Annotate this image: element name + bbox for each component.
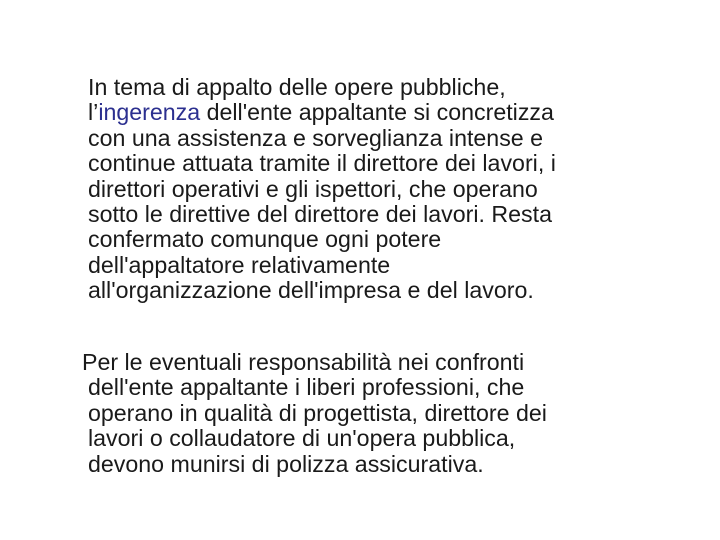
text-line: devono munirsi di polizza assicurativa. <box>88 450 484 477</box>
text-fragment: dell'ente appaltante si concretizza <box>200 99 554 126</box>
paragraph-responsabilita-professionisti <box>82 350 547 477</box>
text-line: dell'ente appaltante i liberi professioni, che <box>88 374 525 401</box>
text-line: sotto le direttive del direttore dei lavori. Resta <box>88 200 552 227</box>
paragraph-appalto-opere-pubbliche <box>88 75 556 304</box>
text-line: confermato comunque ogni potere <box>88 226 442 253</box>
text-line: lavori o collaudatore di un'opera pubblica, <box>88 425 516 452</box>
text-line-with-highlight <box>88 100 556 125</box>
text-fragment: l’ <box>88 99 99 126</box>
text-line: Per le eventuali responsabilità nei confronti <box>82 349 525 375</box>
text-line: con una assistenza e sorveglianza intense e <box>88 124 544 151</box>
text-line: dell'appaltatore relativamente <box>88 251 391 278</box>
text-line: all'organizzazione dell'impresa e del lavoro. <box>88 277 534 304</box>
text-line: continue attuata tramite il direttore dei lavori, i <box>88 150 556 177</box>
highlighted-term-ingerenza: ingerenza <box>98 99 201 126</box>
text-line: In tema di appalto delle opere pubbliche, <box>88 74 506 100</box>
text-line: operano in qualità di progettista, direttore dei <box>88 399 547 426</box>
text-line: direttori operativi e gli ispettori, che operano <box>88 175 538 202</box>
